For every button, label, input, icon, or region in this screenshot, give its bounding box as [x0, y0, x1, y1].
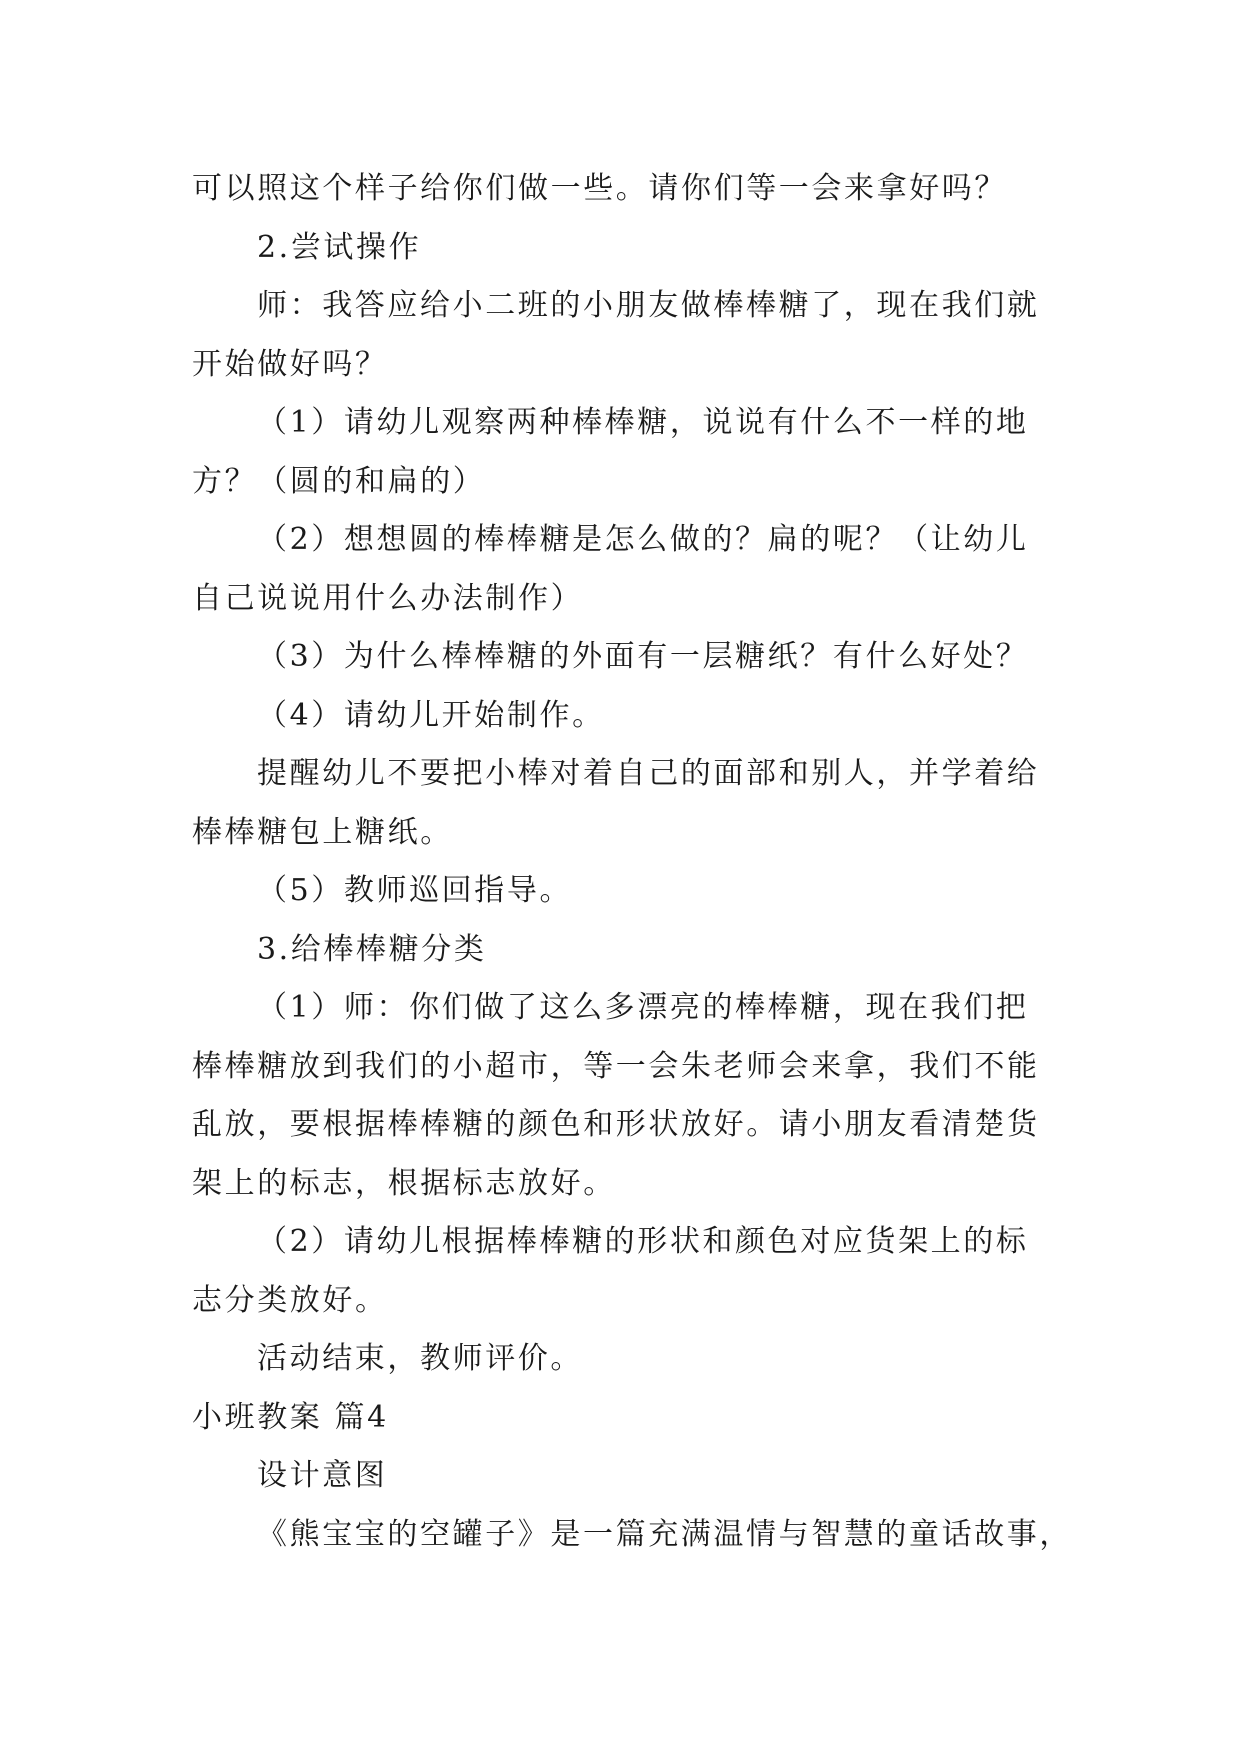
- document-body: [192, 160, 1072, 1564]
- text-line: 提醒幼儿不要把小棒对着自己的面部和别人，并学着给: [257, 756, 1040, 791]
- text-line: 自己说说用什么办法制作）: [192, 580, 584, 616]
- text-line: （2）请幼儿根据棒棒糖的形状和颜色对应货架上的标: [257, 1224, 1029, 1259]
- section-heading: 设计意图: [257, 1458, 388, 1493]
- text-line: （3）为什么棒棒糖的外面有一层糖纸？有什么好处？: [257, 639, 1029, 674]
- text-line: 活动结束，教师评价。: [257, 1341, 583, 1376]
- text-line: 开始做好吗？: [192, 346, 388, 382]
- section-heading: 3.给棒棒糖分类: [257, 931, 487, 967]
- text-line: 架上的标志，根据标志放好。: [192, 1165, 616, 1201]
- text-line: （2）想想圆的棒棒糖是怎么做的？扁的呢？（让幼儿: [257, 522, 1029, 557]
- text-line: 方？（圆的和扁的）: [192, 463, 486, 499]
- text-line: （1）请幼儿观察两种棒棒糖，说说有什么不一样的地: [257, 405, 1029, 440]
- text-line: （5）教师巡回指导。: [257, 873, 573, 908]
- text-line: 棒棒糖包上糖纸。: [192, 814, 453, 850]
- text-line: 师：我答应给小二班的小朋友做棒棒糖了，现在我们就: [257, 288, 1040, 323]
- chapter-title: 小班教案 篇4: [192, 1399, 389, 1435]
- text-line: （4）请幼儿开始制作。: [257, 697, 605, 733]
- text-line: 《熊宝宝的空罐子》是一篇充满温情与智慧的童话故事，: [257, 1516, 1072, 1552]
- section-heading: 2.尝试操作: [257, 229, 422, 265]
- text-line: 志分类放好。: [192, 1282, 388, 1318]
- text-line: 可以照这个样子给你们做一些。请你们等一会来拿好吗？: [192, 171, 1007, 206]
- text-line: 乱放，要根据棒棒糖的颜色和形状放好。请小朋友看清楚货: [192, 1107, 1040, 1142]
- text-line: （1）师：你们做了这么多漂亮的棒棒糖，现在我们把: [257, 990, 1029, 1025]
- text-line: 棒棒糖放到我们的小超市，等一会朱老师会来拿，我们不能: [192, 1048, 1040, 1084]
